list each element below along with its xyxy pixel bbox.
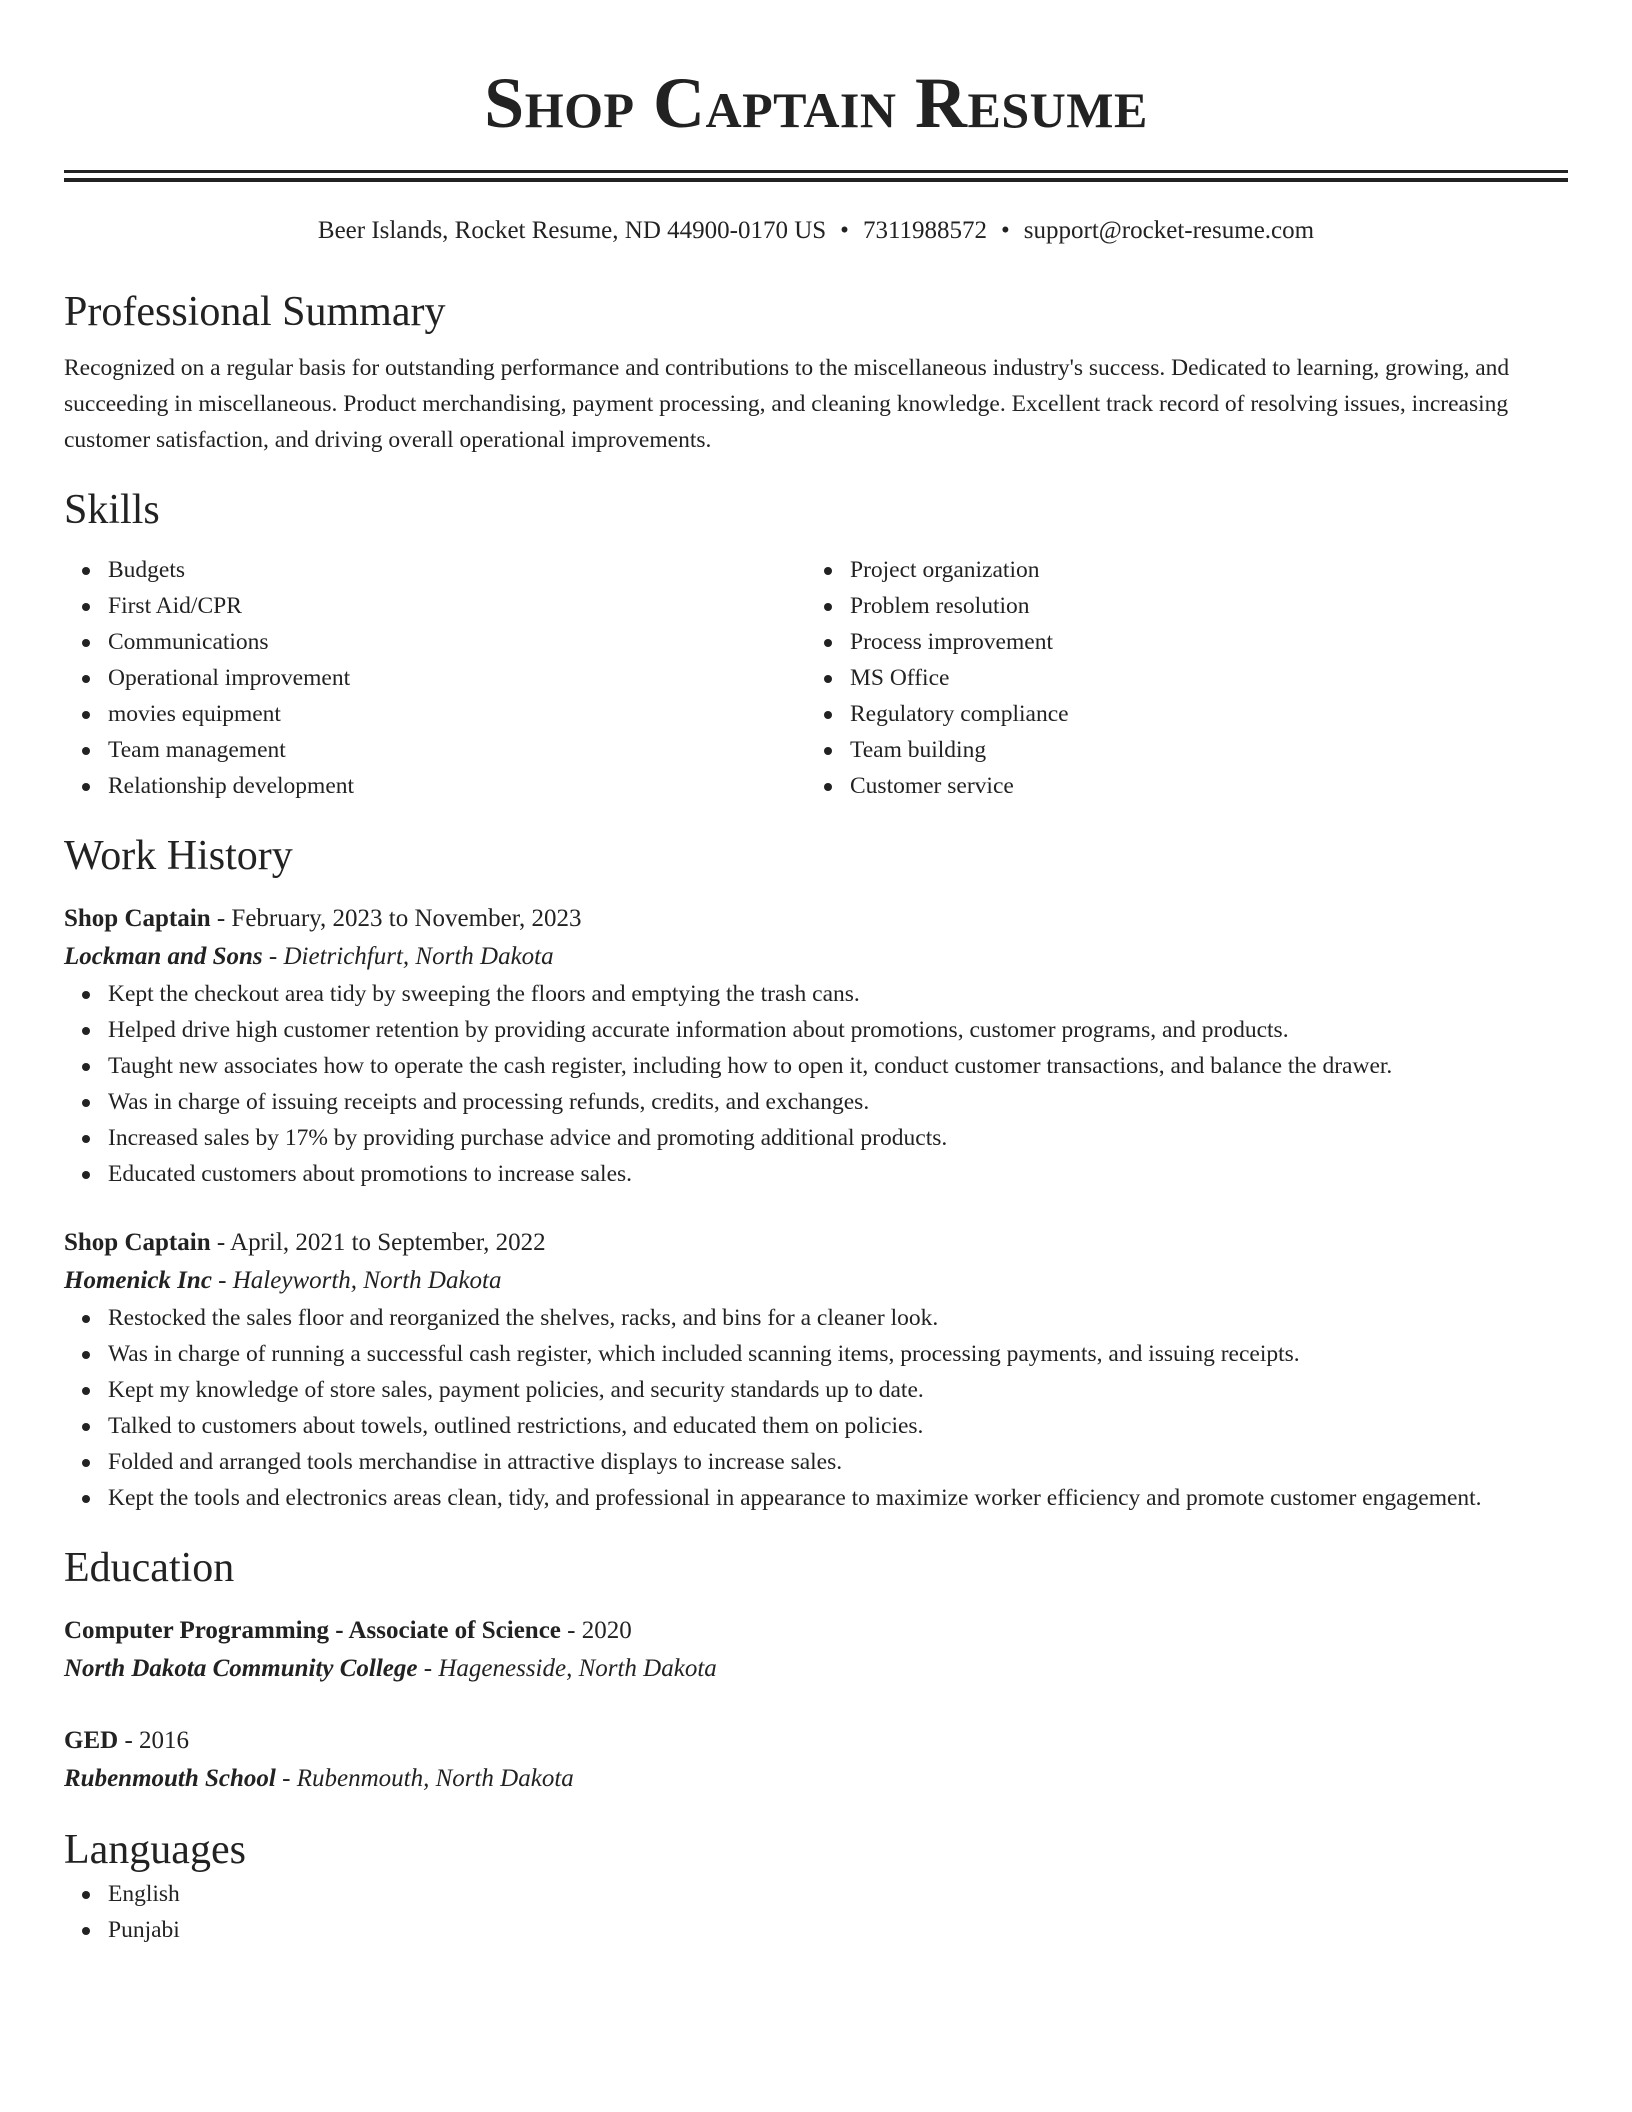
summary-heading: Professional Summary: [64, 289, 446, 335]
job-duties-list: [64, 1300, 1568, 1516]
job-duty: Taught new associates how to operate the cash register, including how to open it, conduct customer transactions, and balance the drawer.: [108, 1048, 1568, 1084]
education-school: Rubenmouth School: [64, 1765, 276, 1792]
skill-item: Budgets: [108, 552, 806, 588]
skill-item: Operational improvement: [108, 660, 806, 696]
job-company: Lockman and Sons: [64, 943, 263, 970]
education-location: - Hagenesside, North Dakota: [423, 1655, 717, 1682]
resume-title: Shop Captain Resume: [484, 63, 1148, 143]
skill-item: First Aid/CPR: [108, 588, 806, 624]
job-location: - Haleyworth, North Dakota: [218, 1267, 502, 1294]
skill-item: movies equipment: [108, 696, 806, 732]
contact-separator: •: [1001, 217, 1010, 244]
languages-list: [64, 1876, 1568, 1948]
job-position: Shop Captain: [64, 905, 211, 932]
contact-address: Beer Islands, Rocket Resume, ND 44900-0170 US: [317, 217, 827, 244]
education-degree: Computer Programming - Associate of Science: [64, 1617, 561, 1644]
job-duty: Helped drive high customer retention by providing accurate information about promotions, customer programs, and products.: [108, 1012, 1568, 1048]
skill-item: Customer service: [850, 768, 1548, 804]
education-school-line: [64, 1650, 1568, 1688]
job-duty: Increased sales by 17% by providing purchase advice and promoting additional products.: [108, 1120, 1568, 1156]
job-position: Shop Captain: [64, 1229, 211, 1256]
contact-phone: 7311988572: [862, 217, 988, 244]
contact-email: support@rocket-resume.com: [1023, 217, 1315, 244]
skills-grid: [64, 552, 1568, 804]
skill-item: Communications: [108, 624, 806, 660]
skills-column-right: [806, 552, 1548, 804]
language-item: English: [108, 1876, 1568, 1912]
skills-heading: Skills: [64, 487, 160, 533]
title-rule-bottom: [64, 178, 1568, 182]
job-duty: Was in charge of issuing receipts and processing refunds, credits, and exchanges.: [108, 1084, 1568, 1120]
languages-heading: Languages: [64, 1827, 246, 1873]
skill-item: Project organization: [850, 552, 1548, 588]
skills-list-left: [64, 552, 806, 804]
education-entry: [64, 1612, 1568, 1688]
job-duty: Was in charge of running a successful cash register, which included scanning items, processing payments, and issuing receipts.: [108, 1336, 1568, 1372]
job-duties-list: [64, 976, 1568, 1192]
title-rule-top: [64, 170, 1568, 173]
job-duty: Restocked the sales floor and reorganized the shelves, racks, and bins for a cleaner look.: [108, 1300, 1568, 1336]
education-heading: Education: [64, 1545, 235, 1591]
job-title-line: [64, 1224, 1568, 1262]
work-history-heading: Work History: [64, 833, 293, 879]
job-company-line: [64, 938, 1568, 976]
education-school: North Dakota Community College: [64, 1655, 418, 1682]
language-item: Punjabi: [108, 1912, 1568, 1948]
education-entry: [64, 1722, 1568, 1798]
contact-line: [64, 216, 1568, 246]
job-entry: [64, 900, 1568, 1192]
job-company-line: [64, 1262, 1568, 1300]
job-duty: Kept my knowledge of store sales, payment policies, and security standards up to date.: [108, 1372, 1568, 1408]
education-year: - 2020: [567, 1617, 632, 1644]
job-dates: - April, 2021 to September, 2022: [216, 1229, 546, 1256]
education-degree: GED: [64, 1727, 119, 1754]
skill-item: Problem resolution: [850, 588, 1548, 624]
job-duty: Folded and arranged tools merchandise in attractive displays to increase sales.: [108, 1444, 1568, 1480]
job-company: Homenick Inc: [64, 1267, 212, 1294]
education-year: - 2016: [124, 1727, 190, 1754]
education-location: - Rubenmouth, North Dakota: [282, 1765, 574, 1792]
skill-item: MS Office: [850, 660, 1548, 696]
job-duty: Educated customers about promotions to increase sales.: [108, 1156, 1568, 1192]
job-duty: Kept the tools and electronics areas clean, tidy, and professional in appearance to maximize worker efficiency and promote customer engagement.: [108, 1480, 1568, 1516]
job-duty: Talked to customers about towels, outlined restrictions, and educated them on policies.: [108, 1408, 1568, 1444]
education-degree-line: [64, 1722, 1568, 1760]
skills-list-right: [806, 552, 1548, 804]
skill-item: Team building: [850, 732, 1548, 768]
education-school-line: [64, 1760, 1568, 1798]
contact-separator: •: [840, 217, 849, 244]
education-degree-line: [64, 1612, 1568, 1650]
job-entry: [64, 1224, 1568, 1516]
job-title-line: [64, 900, 1568, 938]
job-duty: Kept the checkout area tidy by sweeping the floors and emptying the trash cans.: [108, 976, 1568, 1012]
summary-text: Recognized on a regular basis for outstanding performance and contributions to the miscellaneous industry's success. Dedicated to learning, growing, and succeeding in miscellaneous. Product merchandising, payment processing, and cleaning knowledge. Excellent track record of resolving issues, increasing customer satisfaction, and driving overall operational improvements.: [64, 355, 1510, 453]
job-location: - Dietrichfurt, North Dakota: [268, 943, 554, 970]
skills-column-left: [64, 552, 806, 804]
skill-item: Process improvement: [850, 624, 1548, 660]
skill-item: Team management: [108, 732, 806, 768]
job-dates: - February, 2023 to November, 2023: [216, 905, 582, 932]
skill-item: Regulatory compliance: [850, 696, 1548, 732]
skill-item: Relationship development: [108, 768, 806, 804]
